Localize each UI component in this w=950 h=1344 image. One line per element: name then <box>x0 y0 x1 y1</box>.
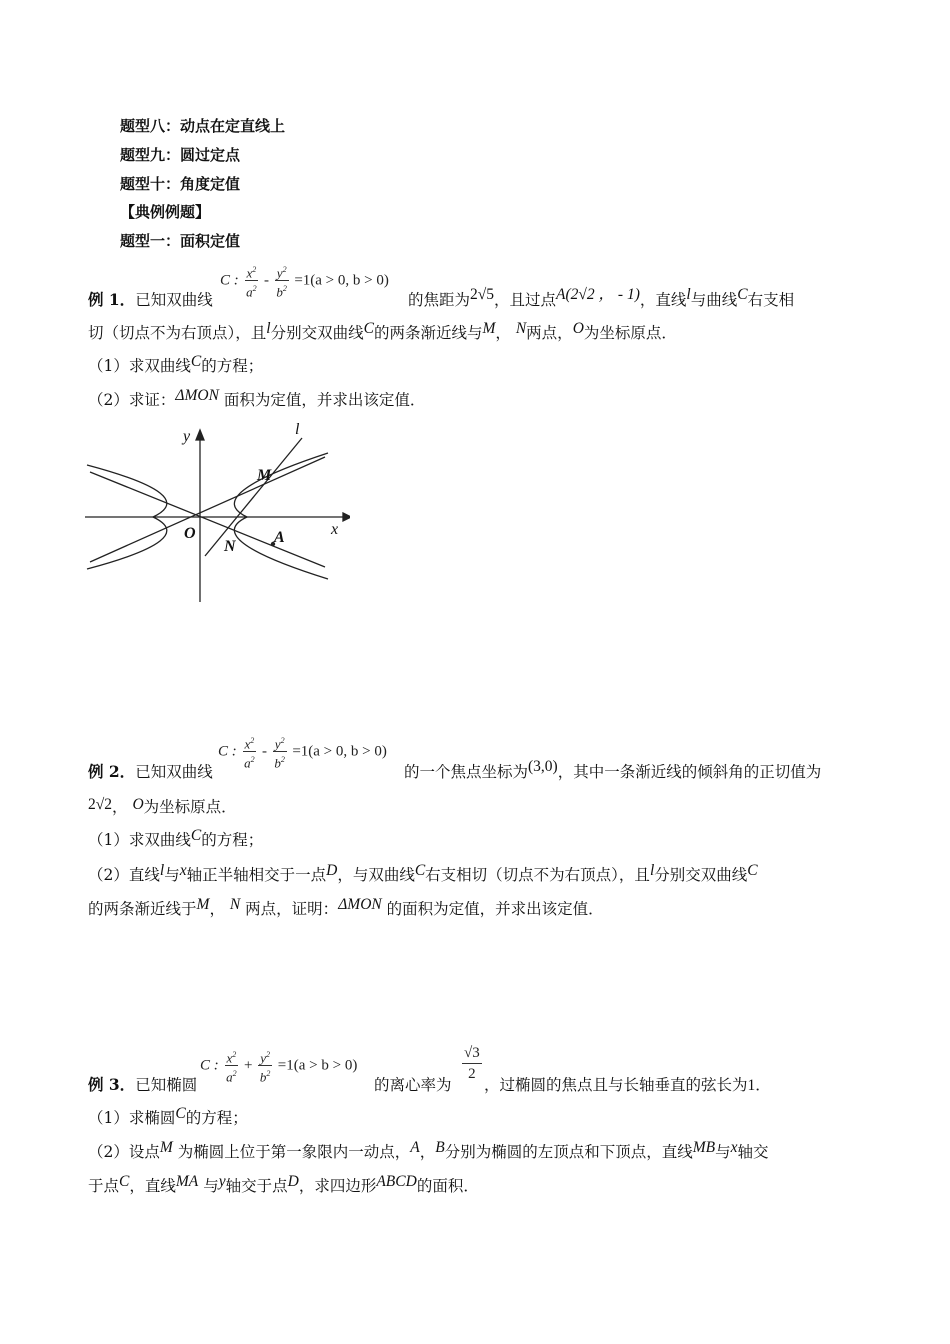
ex3-eccentricity: $\frac{√3}{2}$ <box>464 1045 480 1082</box>
ex3-line1-b: ，过椭圆的焦点且与长轴垂直的弦长为1． <box>484 1076 771 1094</box>
ex1-line2: 切（切点不为右顶点），且l分别交双曲线C的两条渐近线与M， N两点，O为坐标原点． <box>88 320 677 342</box>
ex1-q1: （1）求双曲线C的方程； <box>88 353 264 375</box>
label-o: O <box>184 525 196 542</box>
ex3-q2: （2）设点M 为椭圆上位于第一象限内一动点，A，B分别为椭圆的左顶点和下顶点，直线MB与x轴交 <box>88 1139 769 1161</box>
ex2-q2: （2）直线l与x轴正半轴相交于一点D，与双曲线C右支相切（切点不为右顶点），且l分别交双曲线C <box>88 862 758 884</box>
ex2-q2-cont: 的两条渐近线于M， N 两点，证明：ΔMON 的面积为定值，并求出该定值． <box>88 896 604 918</box>
x-axis-arrow <box>343 513 350 521</box>
heading-examples: 【典例例题】 <box>120 203 211 221</box>
ex3-line1-a: 的离心率为 <box>374 1076 452 1094</box>
ex3-line1: 例 3．已知椭圆 <box>88 1075 198 1094</box>
ex3-q1: （1）求椭圆C的方程； <box>88 1105 248 1127</box>
ex2-line1-rest: 的一个焦点坐标为(3,0)，其中一条渐近线的倾斜角的正切值为 <box>404 758 822 781</box>
label-x: x <box>331 521 339 538</box>
ex2-q1: （1）求双曲线C的方程； <box>88 827 264 849</box>
ex1-line1-rest: 的焦距为2√5，且过点A(2√2 ， - 1)，直线l与曲线C右支相 <box>408 286 795 309</box>
y-axis-arrow <box>196 430 204 440</box>
heading-type-1: 题型一：面积定值 <box>120 232 241 250</box>
ex3-equation: C : $\frac{x^2}{a^2}$ + $\frac{y^2}{b^2}$ =1(a > b > 0) <box>200 1047 357 1085</box>
asymptote-2 <box>90 457 325 562</box>
label-y: y <box>183 428 191 445</box>
label-n: N <box>224 538 236 555</box>
heading-type-8: 题型八：动点在定直线上 <box>120 117 286 135</box>
ex3-q2-cont: 于点C，直线MA 与y轴交于点D，求四边形ABCD的面积． <box>88 1173 479 1195</box>
ex1-line1: 例 1．已知双曲线 <box>88 290 213 309</box>
ex2-equation: C : $\frac{x^2}{a^2}$ - $\frac{y^2}{b^2}$ =1(a > 0, b > 0) <box>218 733 387 771</box>
label-a: A <box>274 529 285 546</box>
heading-type-9: 题型九：圆过定点 <box>120 146 241 164</box>
right-branch <box>234 453 328 579</box>
ex2-line2: 2√2， O为坐标原点． <box>88 796 237 816</box>
heading-type-10: 题型十：角度定值 <box>120 175 241 193</box>
hyperbola-figure <box>85 420 350 605</box>
ex2-line1: 例 2．已知双曲线 <box>88 762 213 781</box>
label-l: l <box>295 421 300 438</box>
label-m: M <box>257 467 272 484</box>
ex1-q2: （2）求证：ΔMON 面积为定值，并求出该定值． <box>88 387 426 409</box>
ex1-equation: C : $\frac{x^2}{a^2}$ - $\frac{y^2}{b^2}$ =1(a > 0, b > 0) <box>220 262 389 300</box>
